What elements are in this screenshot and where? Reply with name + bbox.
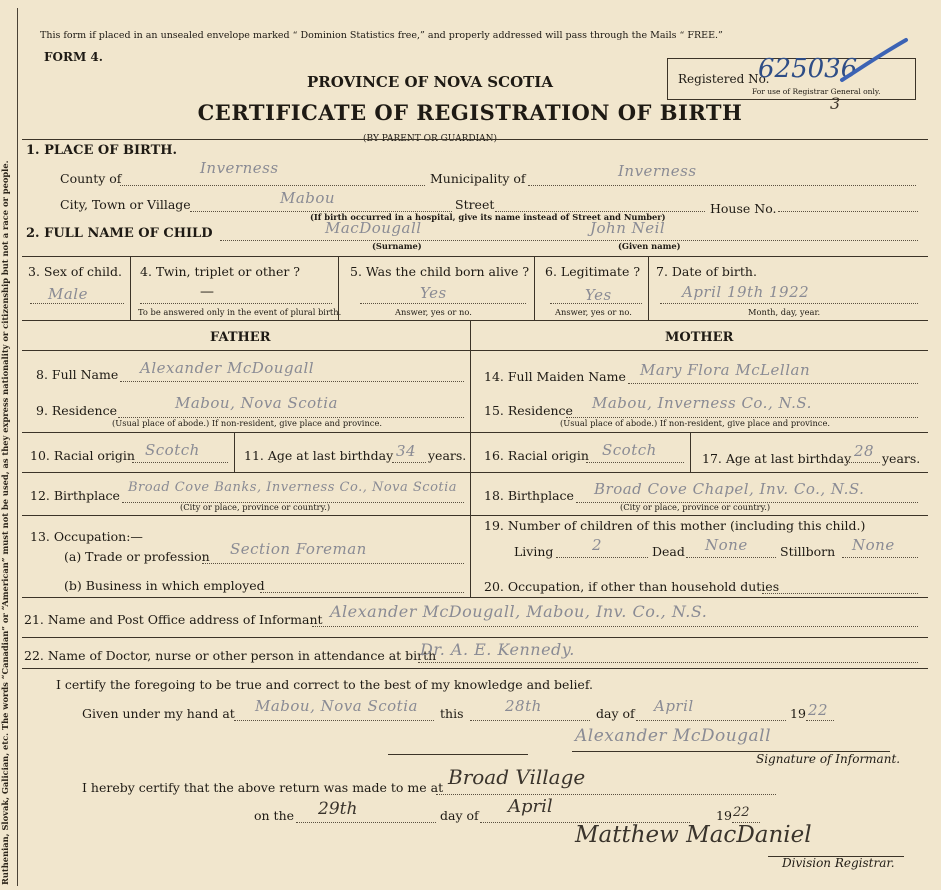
mother-age-label: 17. Age at last birthday: [702, 451, 852, 466]
certified-month: April: [654, 697, 694, 715]
legitimate-note: Answer, yes or no.: [555, 307, 632, 317]
margin-line: [17, 8, 18, 886]
informant-value: Alexander McDougall, Mabou, Inv. Co., N.S.: [330, 602, 708, 621]
business-label: (b) Business in which employed: [64, 578, 265, 593]
dob-note: Month, day, year.: [748, 307, 821, 317]
father-race-label: 10. Racial origin: [30, 448, 135, 463]
blue-check-mark: [838, 36, 910, 86]
father-birthplace: Broad Cove Banks, Inverness Co., Nova Scotia: [128, 480, 458, 495]
registration-label: Registered No.: [678, 72, 770, 86]
attendant-value: Dr. A. E. Kennedy.: [420, 640, 575, 659]
surname-label: (Surname): [372, 241, 422, 251]
sex-value: Male: [48, 285, 88, 303]
mother-years: years.: [882, 451, 921, 466]
twin-label: 4. Twin, triplet or other ?: [140, 264, 300, 279]
return-year: 22: [733, 805, 750, 820]
year-prefix: 19: [790, 706, 806, 721]
stillborn-count: None: [852, 536, 895, 554]
given-label: Given under my hand at: [82, 706, 235, 721]
return-day: 29th: [318, 799, 358, 819]
mother-name-label: 14. Full Maiden Name: [484, 369, 626, 384]
father-age: 34: [396, 442, 417, 460]
mother-age: 28: [854, 442, 875, 460]
father-name: Alexander McDougall: [140, 359, 315, 377]
county-value: Inverness: [200, 159, 279, 177]
return-place: Broad Village: [448, 765, 586, 789]
certification-statement: I certify the foregoing to be true and correct to the best of my knowledge and belief.: [56, 677, 593, 692]
page-title: CERTIFICATE OF REGISTRATION OF BIRTH: [197, 100, 743, 125]
trade-label: (a) Trade or profession: [64, 549, 210, 564]
mother-name: Mary Flora McLellan: [640, 361, 811, 379]
place-of-birth-heading: 1. PLACE OF BIRTH.: [26, 143, 178, 158]
mother-residence-label: 15. Residence: [484, 403, 573, 418]
children-label: 19. Number of children of this mother (including this child.): [484, 518, 866, 533]
return-statement: I hereby certify that the above return was made to me at: [82, 780, 444, 795]
mother-occupation-label: 20. Occupation, if other than household duties: [484, 579, 780, 594]
legitimate-label: 6. Legitimate ?: [545, 264, 641, 279]
informant-label: 21. Name and Post Office address of Informant: [24, 612, 323, 627]
child-surname: MacDougall: [325, 219, 422, 237]
child-given-name: John Neil: [590, 219, 666, 237]
county-label: County of: [60, 171, 122, 186]
on-the-label: on the: [254, 808, 295, 823]
mother-birthplace-label: 18. Birthplace: [484, 488, 574, 503]
twin-note: To be answered only in the event of plural birth.: [138, 307, 342, 317]
certified-year: 22: [808, 701, 829, 719]
father-age-label: 11. Age at last birthday: [244, 448, 394, 463]
municipality-value: Inverness: [618, 162, 697, 180]
page-subtitle: (BY PARENT OR GUARDIAN): [362, 134, 498, 144]
mother-residence-note: (Usual place of abode.) If non-resident, give place and province.: [560, 418, 830, 428]
municipality-label: Municipality of: [430, 171, 526, 186]
child-name-heading: 2. FULL NAME OF CHILD: [26, 226, 213, 241]
alive-note: Answer, yes or no.: [395, 307, 472, 317]
informant-signature: Alexander McDougall: [575, 726, 772, 746]
mother-birthplace: Broad Cove Chapel, Inv. Co., N.S.: [594, 480, 865, 498]
stillborn-label: Stillborn: [780, 544, 836, 559]
street-note: (If birth occurred in a hospital, give its name instead of Street and Number): [310, 212, 666, 222]
father-residence: Mabou, Nova Scotia: [175, 394, 338, 412]
dead-count: None: [705, 536, 748, 554]
dob-label: 7. Date of birth.: [656, 264, 757, 279]
certified-day: 28th: [505, 697, 542, 715]
alive-label: 5. Was the child born alive ?: [350, 264, 530, 279]
mother-residence: Mabou, Inverness Co., N.S.: [592, 394, 812, 412]
this-label: this: [440, 706, 464, 721]
city-label: City, Town or Village: [60, 197, 191, 212]
twin-value: —: [200, 284, 214, 300]
father-years: years.: [428, 448, 467, 463]
street-label: Street: [455, 197, 495, 212]
return-month: April: [508, 796, 553, 817]
province-heading: PROVINCE OF NOVA SCOTIA: [307, 73, 553, 91]
father-residence-label: 9. Residence: [36, 403, 117, 418]
city-value: Mabou: [280, 189, 336, 207]
father-birthplace-note: (City or place, province or country.): [180, 502, 331, 512]
father-name-label: 8. Full Name: [36, 367, 119, 382]
registration-number: 625036: [758, 54, 858, 84]
given-name-label: (Given name): [618, 241, 681, 251]
living-label: Living: [514, 544, 554, 559]
certified-place: Mabou, Nova Scotia: [255, 697, 418, 715]
return-year-prefix: 19: [716, 808, 732, 823]
house-label: House No.: [710, 201, 777, 216]
father-race: Scotch: [145, 441, 200, 459]
sex-label: 3. Sex of child.: [28, 264, 123, 279]
mother-race-label: 16. Racial origin: [484, 448, 589, 463]
registrar-label: Division Registrar.: [782, 856, 895, 870]
father-residence-note: (Usual place of abode.) If non-resident, give place and province.: [112, 418, 382, 428]
mother-heading: MOTHER: [665, 330, 734, 345]
father-heading: FATHER: [210, 330, 271, 345]
occupation-label: 13. Occupation:—: [30, 529, 143, 544]
alive-value: Yes: [420, 284, 447, 302]
registrar-signature: Matthew MacDaniel: [575, 822, 812, 848]
legitimate-value: Yes: [585, 286, 612, 304]
father-trade: Section Foreman: [230, 540, 367, 558]
return-day-of-label: day of: [440, 808, 479, 823]
dob-value: April 19th 1922: [682, 283, 810, 301]
day-of-label: day of: [596, 706, 635, 721]
signature-label: Signature of Informant.: [756, 752, 901, 766]
mother-race: Scotch: [602, 441, 657, 459]
stamp-mark: 3: [830, 94, 841, 113]
mother-birthplace-note: (City or place, province or country.): [620, 502, 771, 512]
attendant-label: 22. Name of Doctor, nurse or other person in attendance at birth: [24, 648, 437, 663]
dead-label: Dead: [652, 544, 685, 559]
mail-notice: This form if placed in an unsealed envelope marked “ Dominion Statistics free,” and properly addressed will pass through the Mails “ FREE.”: [40, 30, 723, 41]
living-count: 2: [592, 536, 603, 554]
form-number: FORM 4.: [44, 50, 103, 64]
father-birthplace-label: 12. Birthplace: [30, 488, 120, 503]
registration-note: For use of Registrar General only.: [752, 87, 881, 96]
side-notice: Ruthenian, Slovak, Galician, etc. The words “Canadian” or “American” must not be used, as they express nationality or citizenship but not a race or people.: [0, 160, 10, 885]
